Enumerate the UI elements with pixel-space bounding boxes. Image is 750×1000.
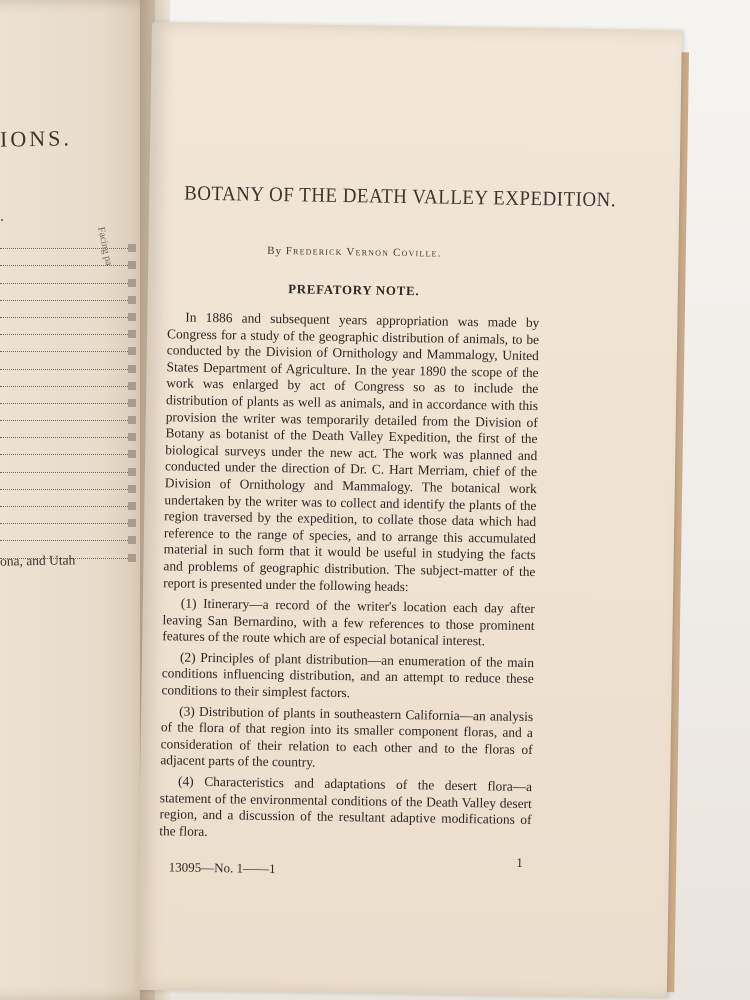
leader-page-number <box>128 536 136 544</box>
leader-page-number <box>128 433 136 441</box>
leader-page-number <box>128 279 136 287</box>
list-item-characteristics: (4) Characteristics and adaptations of the desert flora—a statement of the environmental conditions of the Death Valley desert region, and a discussion of the resultant adaptive modifications of the flora. <box>159 773 533 839</box>
leader-page-number <box>128 382 136 390</box>
leader-line <box>0 438 128 455</box>
page-content <box>159 182 617 877</box>
right-page <box>137 22 682 998</box>
leader-page-number <box>128 519 136 527</box>
leader-page-number <box>128 399 136 407</box>
leader-line <box>0 266 128 283</box>
leader-line <box>0 335 128 352</box>
leader-page-number <box>128 347 136 355</box>
byline-prefix: By <box>267 244 283 258</box>
leader-line <box>0 490 128 507</box>
leader-page-number <box>128 450 136 458</box>
list-item-principles: (2) Principles of plant distribution—an enumeration of the main conditions influencing distribution, and an attempt to reduce these conditions to their simplest factors. <box>161 649 535 701</box>
signature-mark: 13095—No. 1——1 <box>168 859 276 877</box>
leader-line <box>0 370 128 387</box>
section-title: PREFATORY NOTE. <box>288 282 420 299</box>
leader-page-number <box>128 485 136 493</box>
leader-line <box>0 473 128 490</box>
leader-page-number <box>128 416 136 424</box>
body-text <box>159 309 539 845</box>
leader-page-number <box>128 365 136 373</box>
left-page-last-line: ona, and Utah <box>0 552 76 569</box>
leader-line <box>0 301 128 318</box>
list-item-itinerary: (1) Itinerary—a record of the writer's location each day after leaving San Bernardino, with a few references to those prominent features of the route which are of especial botanical interest. <box>162 595 535 649</box>
leader-line <box>0 524 128 541</box>
page-number: 1 <box>516 855 523 871</box>
leader-page-number <box>128 296 136 304</box>
left-page <box>0 0 155 1000</box>
leader-line <box>0 404 128 421</box>
left-page-mark: . <box>0 208 4 225</box>
leader-page-number <box>128 244 136 252</box>
leader-line <box>0 284 128 301</box>
page-footer <box>159 854 531 878</box>
leader-page-number <box>128 313 136 321</box>
leader-line <box>0 387 128 404</box>
leader-line <box>0 232 128 249</box>
byline <box>168 243 540 261</box>
leader-page-number <box>128 468 136 476</box>
author-name: Frederick Vernon Coville. <box>285 245 442 260</box>
leader-page-number <box>128 261 136 269</box>
leader-line <box>0 455 128 472</box>
page-title: BOTANY OF THE DEATH VALLEY EXPEDITION. <box>184 182 617 212</box>
prefatory-paragraph: In 1886 and subsequent years appropriation was made by Congress for a study of the geographic distribution of animals, to be conducted by the Division of Ornithology and Mammalogy, United States Department of Agriculture. In the year 1890 the scope of the work was enlarged by act of Congress so as to include the distribution of plants as well as animals, and in accordance with this provision the writer was temporarily detailed from the Division of Botany as botanist of the Death Valley Expedition, the first of the biological surveys under the new act. The work was planned and conducted under the direction of Dr. C. Hart Merriam, chief of the Division of Ornithology and Mammalogy. The botanical work undertaken by the writer was to collect and identify the plants of the region traversed by the expedition, to collate those data which had reference to the range of species, and to arrange this accumulated material in such form that it would be useful in studying the facts and problems of geographic distribution. The subject-matter of the report is presented under the following heads: <box>163 309 540 594</box>
leader-line <box>0 507 128 524</box>
leader-line <box>0 421 128 438</box>
left-page-facing-label: Facing pa <box>95 226 115 267</box>
left-page-heading: IONS. <box>0 125 73 152</box>
leader-line <box>0 249 128 266</box>
leader-page-number <box>128 554 136 562</box>
left-page-leader-list <box>0 232 128 559</box>
list-item-distribution: (3) Distribution of plants in southeastern California—an analysis of the flora of that region into its smaller component floras, and a consideration of their relation to each other and to the floras of adjacent parts of the country. <box>160 703 534 771</box>
leader-page-number <box>128 330 136 338</box>
leader-page-number <box>128 502 136 510</box>
leader-line <box>0 318 128 335</box>
leader-line <box>0 352 128 369</box>
